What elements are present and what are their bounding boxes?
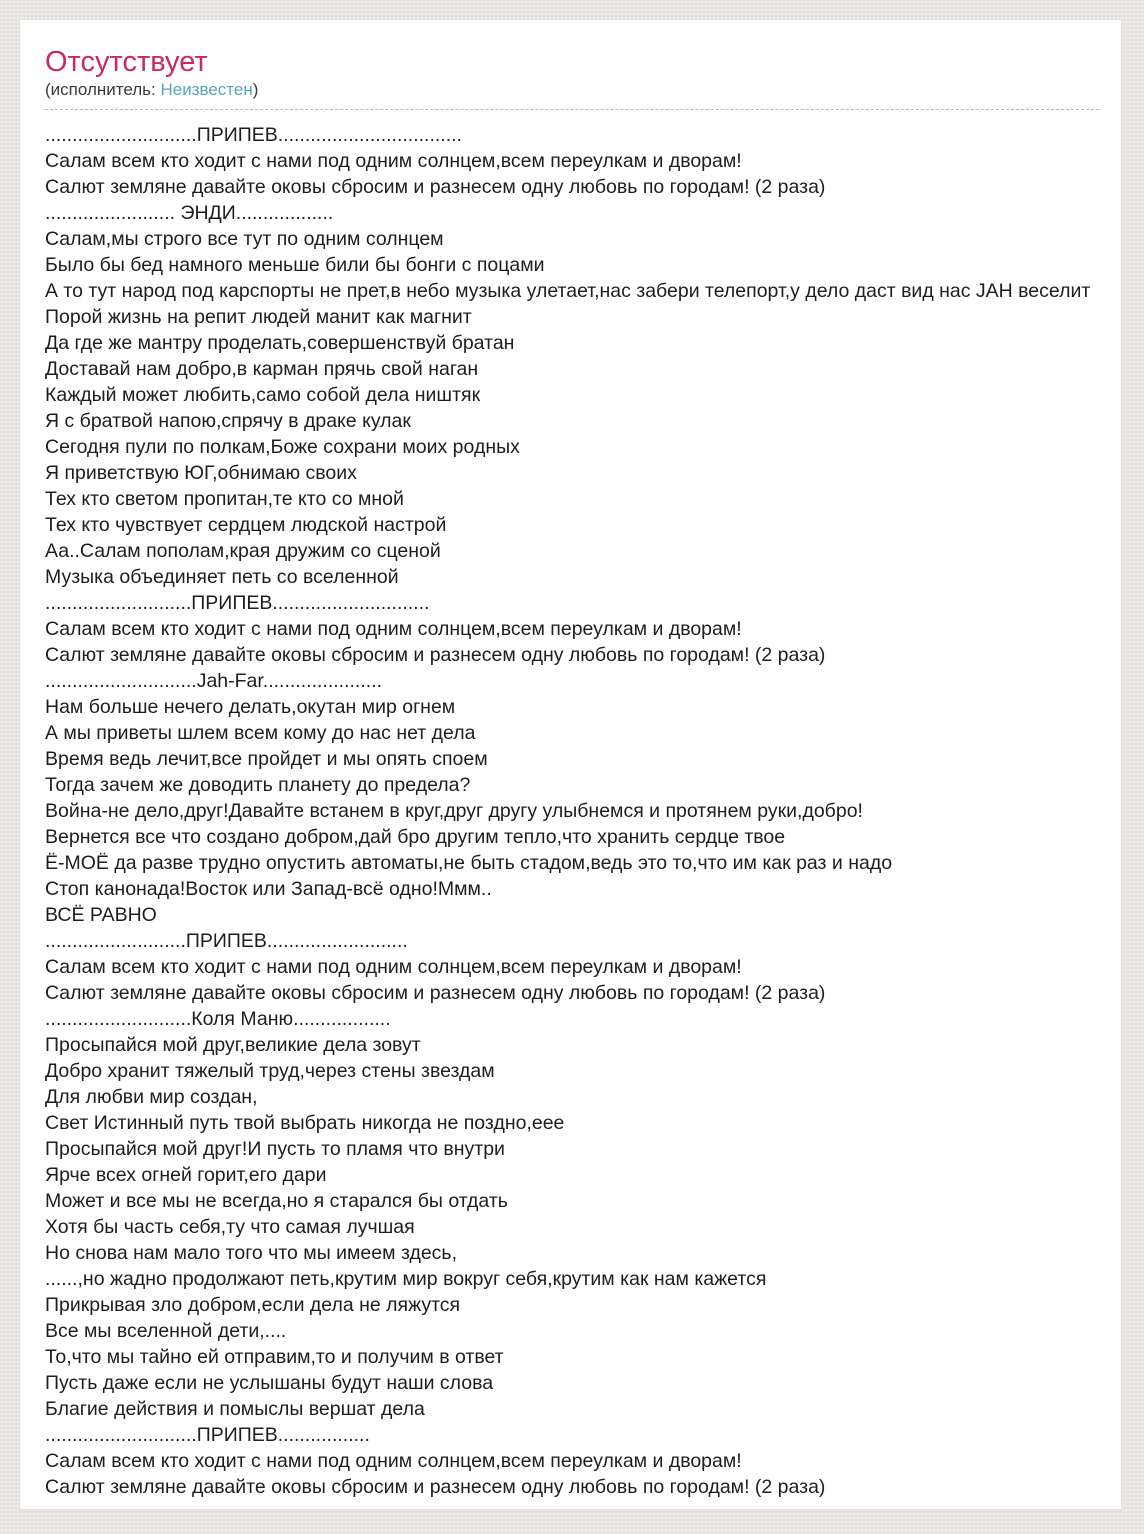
- lyric-line: Может и все мы не всегда,но я старался бы отдать: [45, 1190, 508, 1212]
- lyric-line: Каждый может любить,само собой дела ништяк: [45, 384, 481, 406]
- lyric-line: Салам всем кто ходит с нами под одним солнцем,всем переулкам и дворам!: [45, 956, 742, 978]
- lyric-line: Доставай нам добро,в карман прячь свой наган: [45, 358, 479, 380]
- lyric-line: Прикрывая зло добром,если дела не ляжутся: [45, 1294, 461, 1316]
- lyric-line: Салют земляне давайте оковы сбросим и разнесем одну любовь по городам! (2 раза): [45, 1476, 826, 1498]
- lyric-line: Салам всем кто ходит с нами под одним солнцем,всем переулкам и дворам!: [45, 1450, 742, 1472]
- lyric-line: Сегодня пули по полкам,Боже сохрани моих родных: [45, 436, 520, 458]
- lyric-line: Салам всем кто ходит с нами под одним солнцем,всем переулкам и дворам!: [45, 150, 742, 172]
- lyric-line: ..........................ПРИПЕВ..........................: [45, 930, 408, 952]
- lyrics-card: [19, 19, 1122, 1510]
- lyric-line: ...........................Коля Маню..................: [45, 1008, 391, 1030]
- lyric-line: Благие действия и помыслы вершат дела: [45, 1398, 425, 1420]
- lyric-line: Добро хранит тяжелый труд,через стены звездам: [45, 1060, 495, 1082]
- lyric-line: ...........................ПРИПЕВ.............................: [45, 592, 430, 614]
- lyric-line: ВСЁ РАВНО: [45, 904, 157, 926]
- lyric-line: Я приветствую ЮГ,обнимаю своих: [45, 462, 357, 484]
- lyric-line: Стоп канонада!Восток или Запад-всё одно!Ммм..: [45, 878, 492, 900]
- artist-link[interactable]: Неизвестен: [160, 80, 253, 99]
- lyric-line: Ярче всех огней горит,его дари: [45, 1164, 327, 1186]
- artist-label-close-paren: ): [252, 80, 259, 99]
- lyric-line: ......,но жадно продолжают петь,крутим мир вокруг себя,крутим как нам кажется: [45, 1268, 767, 1290]
- lyric-line: Для любви мир создан,: [45, 1086, 258, 1108]
- lyric-line: Свет Истинный путь твой выбрать никогда не поздно,еее: [45, 1112, 565, 1134]
- lyric-line: То,что мы тайно ей отправим,то и получим в ответ: [45, 1346, 504, 1368]
- lyric-line: Пусть даже если не услышаны будут наши слова: [45, 1372, 494, 1394]
- lyric-line: ............................ПРИПЕВ.................: [45, 1424, 370, 1446]
- lyric-line: Я с братвой напою,спрячу в драке кулак: [45, 410, 411, 432]
- lyric-line: Салют земляне давайте оковы сбросим и разнесем одну любовь по городам! (2 раза): [45, 982, 826, 1004]
- lyric-line: Салют земляне давайте оковы сбросим и разнесем одну любовь по городам! (2 раза): [45, 644, 826, 666]
- lyric-line: Война-не дело,друг!Давайте встанем в круг,друг другу улыбнемся и протянем руки,добро!: [45, 800, 863, 822]
- lyric-line: ........................ ЭНДИ..................: [45, 202, 334, 224]
- lyric-line: Тех кто чувствует сердцем людской настрой: [45, 514, 447, 536]
- lyric-line: Салам,мы строго все тут по одним солнцем: [45, 228, 444, 250]
- lyric-line: Тех кто светом пропитан,те кто со мной: [45, 488, 404, 510]
- lyric-line: Нам больше нечего делать,окутан мир огнем: [45, 696, 456, 718]
- page-title: Отсутствует: [45, 46, 208, 78]
- lyric-line: А то тут народ под карспорты не прет,в небо музыка улетает,нас забери телепорт,у дело даст вид нас JAH веселит: [45, 280, 1091, 302]
- lyric-line: Порой жизнь на репит людей манит как магнит: [45, 306, 472, 328]
- lyric-line: Хотя бы часть себя,ту что самая лучшая: [45, 1216, 415, 1238]
- lyric-line: Просыпайся мой друг,великие дела зовут: [45, 1034, 421, 1056]
- lyrics-text: [20, 110, 1121, 1500]
- lyric-line: Вернется все что создано добром,дай бро другим тепло,что хранить сердце твое: [45, 826, 786, 848]
- lyric-line: Время ведь лечит,все пройдет и мы опять споем: [45, 748, 488, 770]
- artist-line: [45, 80, 1099, 110]
- lyric-line: Просыпайся мой друг!И пусть то пламя что внутри: [45, 1138, 505, 1160]
- lyric-line: Аа..Салам пополам,края дружим со сценой: [45, 540, 441, 562]
- lyric-line: Музыка объединяет петь со вселенной: [45, 566, 399, 588]
- card-content: [20, 20, 1121, 110]
- lyric-line: Салют земляне давайте оковы сбросим и разнесем одну любовь по городам! (2 раза): [45, 176, 826, 198]
- lyric-line: Ё-МОЁ да разве трудно опустить автоматы,не быть стадом,ведь это то,что им как раз и надо: [45, 852, 893, 874]
- lyric-line: Салам всем кто ходит с нами под одним солнцем,всем переулкам и дворам!: [45, 618, 742, 640]
- lyric-line: ............................ПРИПЕВ..................................: [45, 124, 462, 146]
- lyric-line: Было бы бед намного меньше били бы бонги с поцами: [45, 254, 545, 276]
- lyric-line: А мы приветы шлем всем кому до нас нет дела: [45, 722, 476, 744]
- lyric-line: Все мы вселенной дети,....: [45, 1320, 287, 1342]
- artist-label: (исполнитель:: [45, 80, 161, 99]
- lyric-line: Тогда зачем же доводить планету до предела?: [45, 774, 471, 796]
- lyric-line: Но снова нам мало того что мы имеем здесь,: [45, 1242, 458, 1264]
- lyric-line: ............................Jah-Far......................: [45, 670, 382, 692]
- lyric-line: Да где же мантру проделать,совершенствуй братан: [45, 332, 515, 354]
